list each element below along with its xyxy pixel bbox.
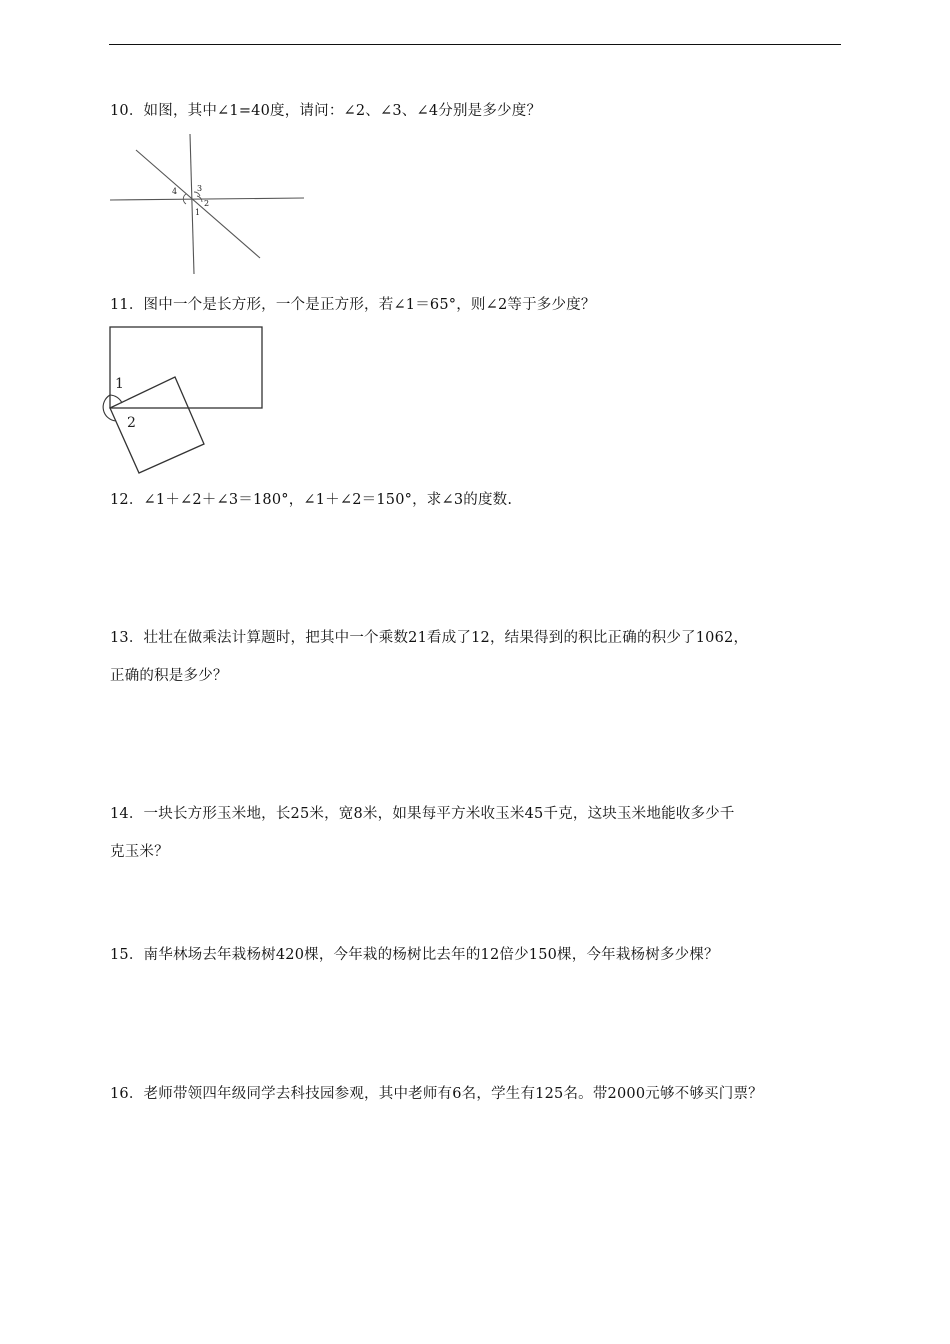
square-shape [110, 377, 204, 473]
diagonal-line [136, 150, 260, 258]
angle-label-2: 2 [127, 415, 136, 431]
question-13-line-2: 正确的积是多少？ [110, 668, 228, 684]
question-10: 10．如图，其中∠1=40度，请问：∠2、∠3、∠4分别是多少度？ [110, 103, 542, 119]
angle-arc-1 [110, 395, 122, 403]
question-14-line-1: 14．一块长方形玉米地，长25米，宽8米，如果每平方米收玉米45千克，这块玉米地能收多少千 [110, 806, 735, 822]
figure-rectangle-square [108, 325, 268, 477]
rectangle-shape [110, 327, 262, 408]
header-rule [109, 44, 841, 45]
figure-intersecting-lines [108, 130, 308, 278]
question-15: 15．南华林场去年栽杨树420棵，今年栽的杨树比去年的12倍少150棵，今年栽杨树多少棵？ [110, 947, 719, 963]
angle-label-1: 1 [195, 208, 201, 217]
question-13-line-1: 13．壮壮在做乘法计算题时，把其中一个乘数21看成了12，结果得到的积比正确的积少了1062， [110, 630, 749, 646]
question-12: 12．∠1＋∠2＋∠3＝180°，∠1＋∠2＝150°，求∠3的度数. [110, 492, 513, 508]
angle-label-4: 4 [172, 187, 178, 196]
question-14-line-2: 克玉米？ [110, 844, 169, 860]
question-11: 11．图中一个是长方形，一个是正方形，若∠1＝65°，则∠2等于多少度？ [110, 297, 596, 313]
question-16: 16．老师带领四年级同学去科技园参观，其中老师有6名，学生有125名。带2000元够不够买门票？ [110, 1086, 763, 1102]
angle-label-2: 2 [204, 199, 210, 208]
vertical-line [190, 134, 194, 274]
angle-label-1: 1 [115, 376, 124, 392]
angle-label-3: 3 [197, 184, 203, 193]
